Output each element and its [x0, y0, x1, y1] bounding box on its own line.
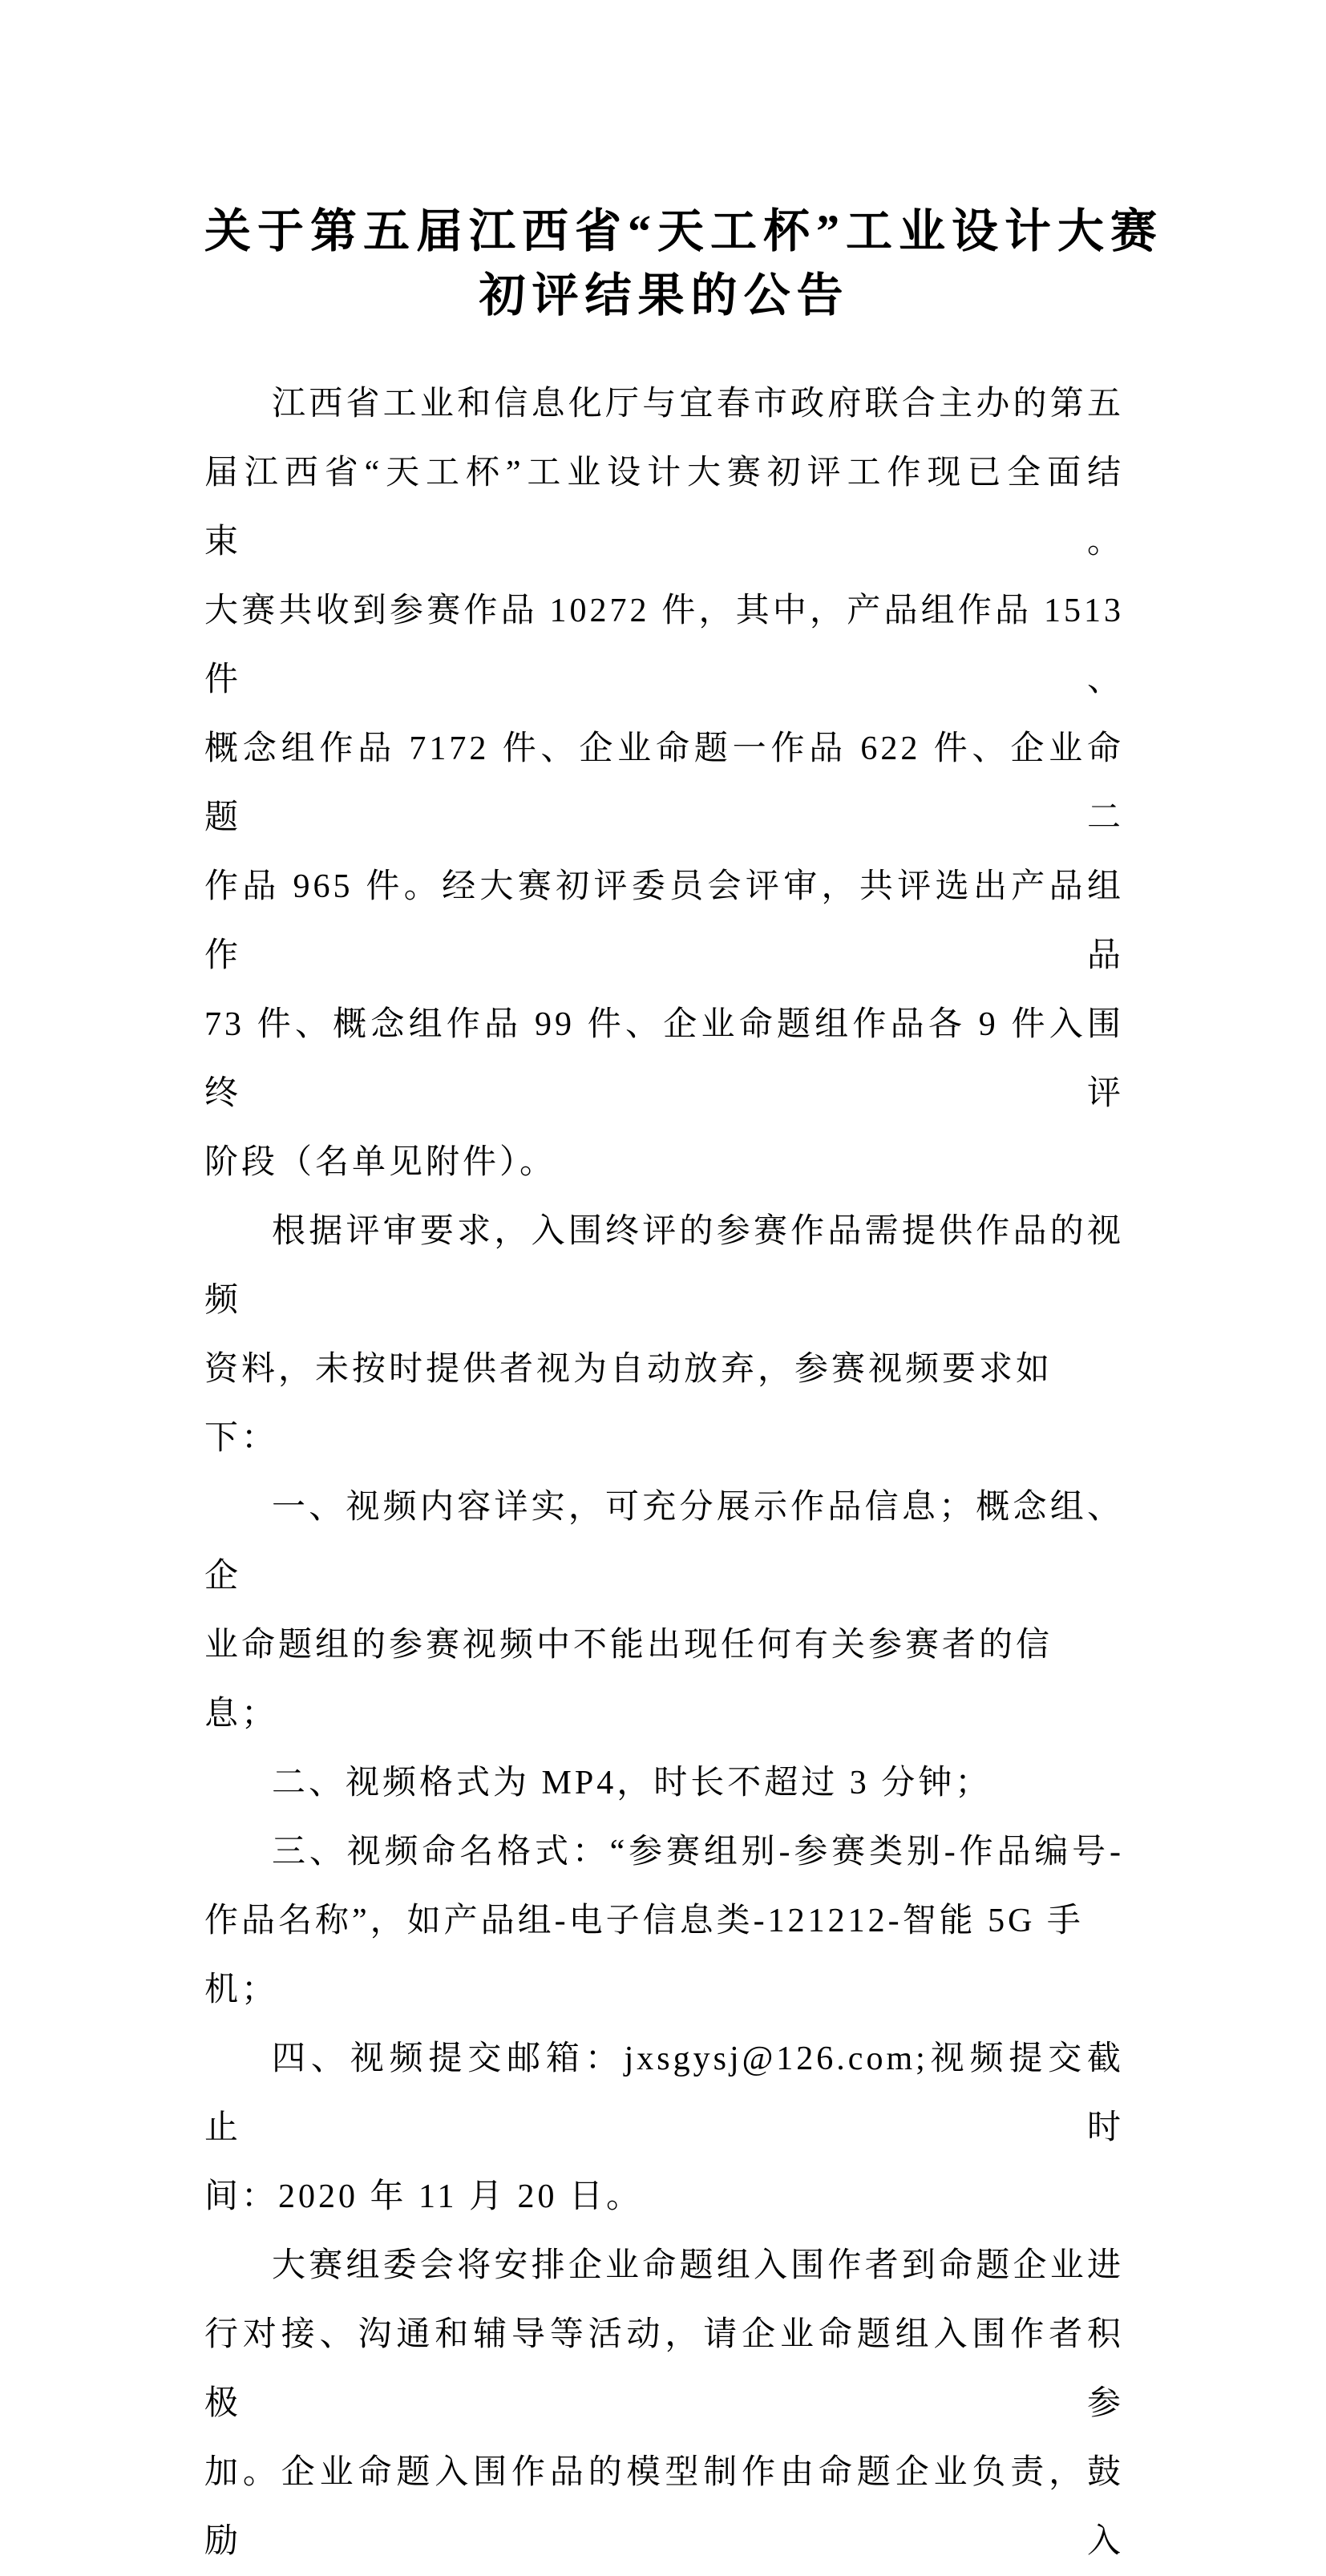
document-line: 业命题组的参赛视频中不能出现任何有关参赛者的信息；: [204, 1627, 1053, 1733]
title-line-1: 关于第五届江西省“天工杯”工业设计大赛: [204, 205, 1164, 257]
document-line: 大赛共收到参赛作品 10272 件，其中，产品组作品 1513 件、: [204, 592, 1124, 698]
document-line: 江西省工业和信息化厅与宜春市政府联合主办的第五: [272, 386, 1124, 423]
document-line: 根据评审要求，入围终评的参赛作品需提供作品的视频: [204, 1213, 1124, 1319]
document-line: 资料，未按时提供者视为自动放弃，参赛视频要求如下：: [204, 1351, 1053, 1457]
document-title: [204, 200, 1164, 328]
document-line: 作品名称”，如产品组-电子信息类-121212-智能 5G 手机；: [204, 1903, 1084, 2008]
document-line: 届江西省“天工杯”工业设计大赛初评工作现已全面结束。: [204, 455, 1124, 560]
document-line: 三、视频命名格式：“参赛组别-参赛类别-作品编号-: [272, 1834, 1124, 1870]
document-line: 73 件、概念组作品 99 件、企业命题组作品各 9 件入围终评: [204, 1006, 1124, 1112]
document-line: 阶段（名单见附件）。: [204, 1144, 557, 1181]
document-line: 间：2020 年 11 月 20 日。: [204, 2178, 643, 2215]
document-line: 概念组作品 7172 件、企业命题一作品 622 件、企业命题二: [204, 730, 1124, 836]
title-line-2: 初评结果的公告: [479, 269, 850, 321]
document-line: 作品 965 件。经大赛初评委员会评审，共评选出产品组作品: [204, 868, 1124, 974]
document-line: 二、视频格式为 MP4，时长不超过 3 分钟；: [272, 1765, 992, 1802]
document-line: 一、视频内容详实，可充分展示作品信息；概念组、企: [204, 1489, 1124, 1595]
document-body: [204, 370, 1124, 2576]
document-line: 四、视频提交邮箱：jxsgysj@126.com;视频提交截止时: [204, 2040, 1124, 2146]
document-line: 大赛组委会将安排企业命题组入围作者到命题企业进: [272, 2247, 1124, 2284]
document-line: 加。企业命题入围作品的模型制作由命题企业负责，鼓励入: [204, 2454, 1124, 2560]
document-line: 行对接、沟通和辅导等活动，请企业命题组入围作者积极参: [204, 2316, 1124, 2422]
